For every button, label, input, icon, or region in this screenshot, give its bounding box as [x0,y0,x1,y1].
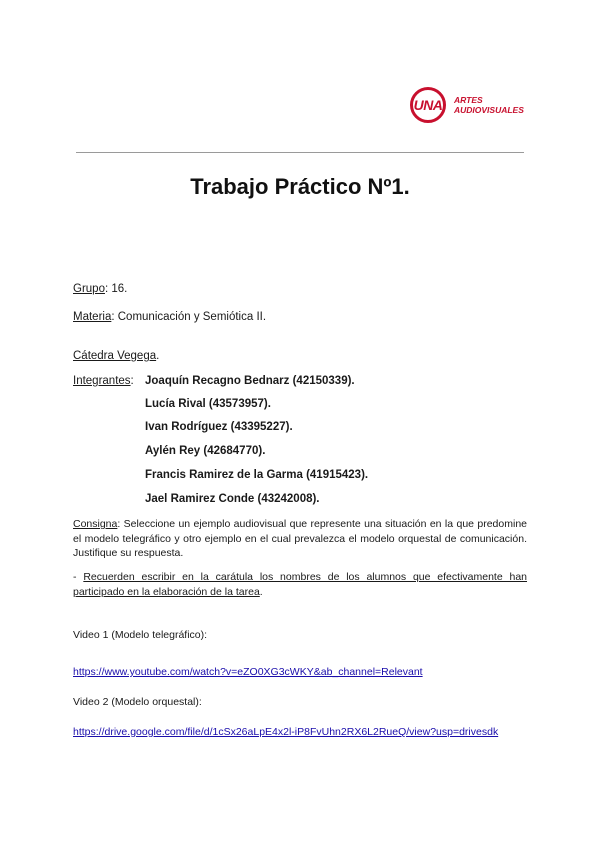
note-end: . [259,585,263,598]
grupo-line [73,283,127,295]
una-logo-mark: UNA [413,97,443,113]
video1-link-line [73,666,423,678]
consigna-text: : Seleccione un ejemplo audiovisual que represente una situación en la que predomine el modelo telegráfico y otro ejemplo en el cual prevalezca el modelo orquestal de comunicación. Justifique su respuesta. [73,518,527,559]
logo-line-1: ARTES [454,95,483,105]
note-text: Recuerden escribir en la carátula los nombres de los alumnos que efectivamente han participado en la elaboración de la tarea [73,571,528,598]
una-logo-circle [410,87,446,123]
logo-line-2: AUDIOVISUALES [454,104,524,115]
member-item: Francis Ramirez de la Garma (41915423). [145,469,369,481]
member-item: Lucía Rival (43573957). [145,398,271,410]
header-divider [76,152,524,153]
consigna-label: Consigna [73,518,118,530]
integrantes-sep: : [130,375,134,387]
note-paragraph [73,570,527,599]
catedra-suffix: . [156,350,160,362]
integrantes-label: Integrantes [73,375,131,387]
page-title: Trabajo Práctico Nº1. [190,174,410,199]
integrantes-line [73,375,134,387]
materia-label: Materia [73,311,112,323]
grupo-value: : 16. [104,283,128,295]
logo-text [454,96,524,115]
materia-value: : Comunicación y Semiótica II. [111,311,267,323]
catedra-line [73,350,159,362]
member-item: Aylén Rey (42684770). [145,445,266,457]
grupo-label: Grupo [73,283,105,295]
consigna-paragraph [73,517,527,561]
video1-link[interactable]: https://www.youtube.com/watch?v=eZO0XG3cWKY&ab_channel=Relevant [73,666,423,678]
video2-link-line [73,726,498,738]
una-logo [410,87,530,127]
member-item: Jael Ramirez Conde (43242008). [145,493,320,505]
video2-label: Video 2 (Modelo orquestal): [73,696,202,708]
note-dash: - [73,571,84,583]
video2-link[interactable]: https://drive.google.com/file/d/1cSx26aLpE4x2l-iP8FvUhn2RX6L2RueQ/view?usp=drivesdk [73,726,499,738]
catedra-label: Cátedra Vegega [73,350,157,362]
member-item: Ivan Rodríguez (43395227). [145,421,293,433]
member-item: Joaquín Recagno Bednarz (42150339). [145,375,355,387]
materia-line [73,311,266,323]
video1-label: Video 1 (Modelo telegráfico): [73,629,208,641]
